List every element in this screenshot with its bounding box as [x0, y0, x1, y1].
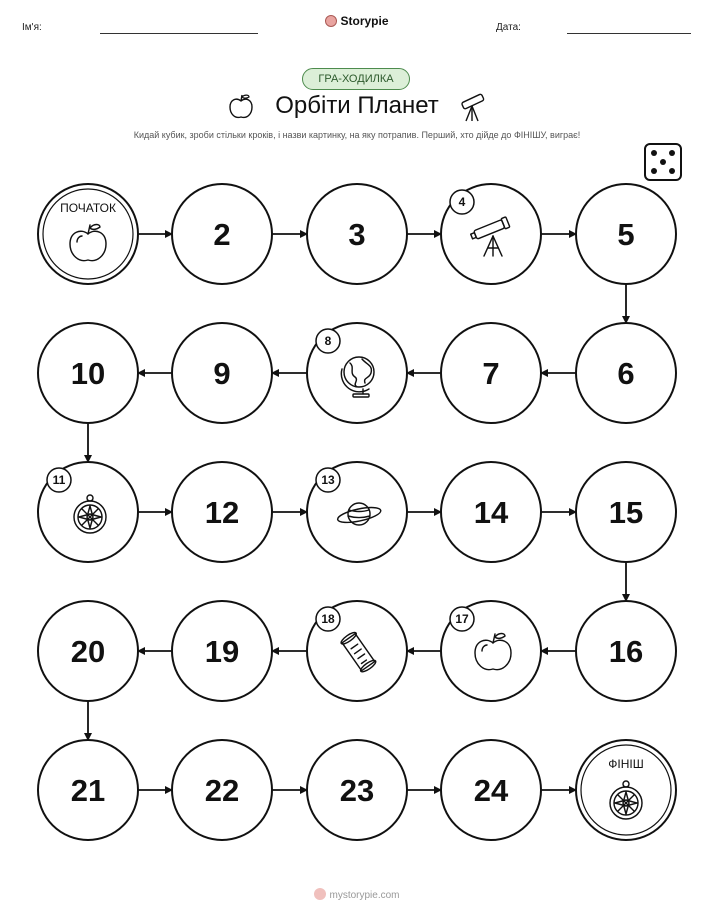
board-cell: [441, 601, 541, 701]
board-cell: [307, 601, 407, 701]
cell-number: 10: [70, 356, 106, 391]
board-cell: [172, 323, 272, 423]
cell-number: 12: [204, 495, 240, 530]
board-cell: [441, 462, 541, 562]
page-title: Орбіти Планет: [275, 92, 439, 119]
cell-number: 24: [473, 773, 509, 808]
cell-number: 11: [52, 473, 66, 487]
cell-number: 9: [213, 356, 231, 391]
board-cell: [441, 323, 541, 423]
board-cell: [576, 601, 676, 701]
board-cell: [307, 462, 407, 562]
cell-number: 13: [321, 473, 335, 487]
storypie-logo-icon: [314, 888, 326, 900]
board-cell: [576, 184, 676, 284]
cell-number: 5: [617, 217, 635, 252]
footer: [0, 888, 714, 901]
board-cell: [441, 740, 541, 840]
cell-number: 15: [608, 495, 644, 530]
brand-name: Storypie: [340, 14, 389, 28]
cell-number: 21: [70, 773, 106, 808]
cell-number: 7: [482, 356, 500, 391]
cell-number: 3: [348, 217, 366, 252]
cell-number: 17: [455, 612, 469, 626]
board-cell: [172, 462, 272, 562]
cell-number: 16: [608, 634, 644, 669]
cell-number: 20: [70, 634, 106, 669]
board-cell: [172, 740, 272, 840]
board-cell: [576, 323, 676, 423]
board-cell: [576, 462, 676, 562]
name-label: Ім'я:: [22, 22, 42, 33]
start-cell: [38, 184, 138, 284]
finish-label: ФІНІШ: [608, 757, 644, 771]
cell-number: 23: [339, 773, 375, 808]
date-label: Дата:: [496, 22, 521, 33]
game-type-badge: ГРА-ХОДИЛКА: [302, 68, 410, 90]
cell-number: 6: [617, 356, 635, 391]
finish-cell: [576, 740, 676, 840]
board-cell: [38, 462, 138, 562]
board-cell: [172, 601, 272, 701]
cell-number: 18: [321, 612, 335, 626]
start-label: ПОЧАТОК: [60, 201, 116, 215]
board-cell: [307, 323, 407, 423]
footer-site[interactable]: mystorypie.com: [329, 890, 400, 901]
cell-number: 14: [473, 495, 509, 530]
board-cell: [441, 184, 541, 284]
board-cell: [38, 740, 138, 840]
instructions-text: Кидай кубик, зроби стільки кроків, і назви картинку, на яку потрапив. Перший, хто дійде до ФІНІШУ, виграє!: [133, 130, 581, 140]
board-cell: [38, 601, 138, 701]
board-cell: [172, 184, 272, 284]
board-cell: [307, 184, 407, 284]
cell-number: 2: [213, 217, 231, 252]
board-cell: [307, 740, 407, 840]
cell-number: 4: [458, 195, 466, 209]
cell-number: 19: [204, 634, 240, 669]
cell-number: 8: [324, 334, 332, 348]
cell-number: 22: [204, 773, 240, 808]
board-cell: [38, 323, 138, 423]
